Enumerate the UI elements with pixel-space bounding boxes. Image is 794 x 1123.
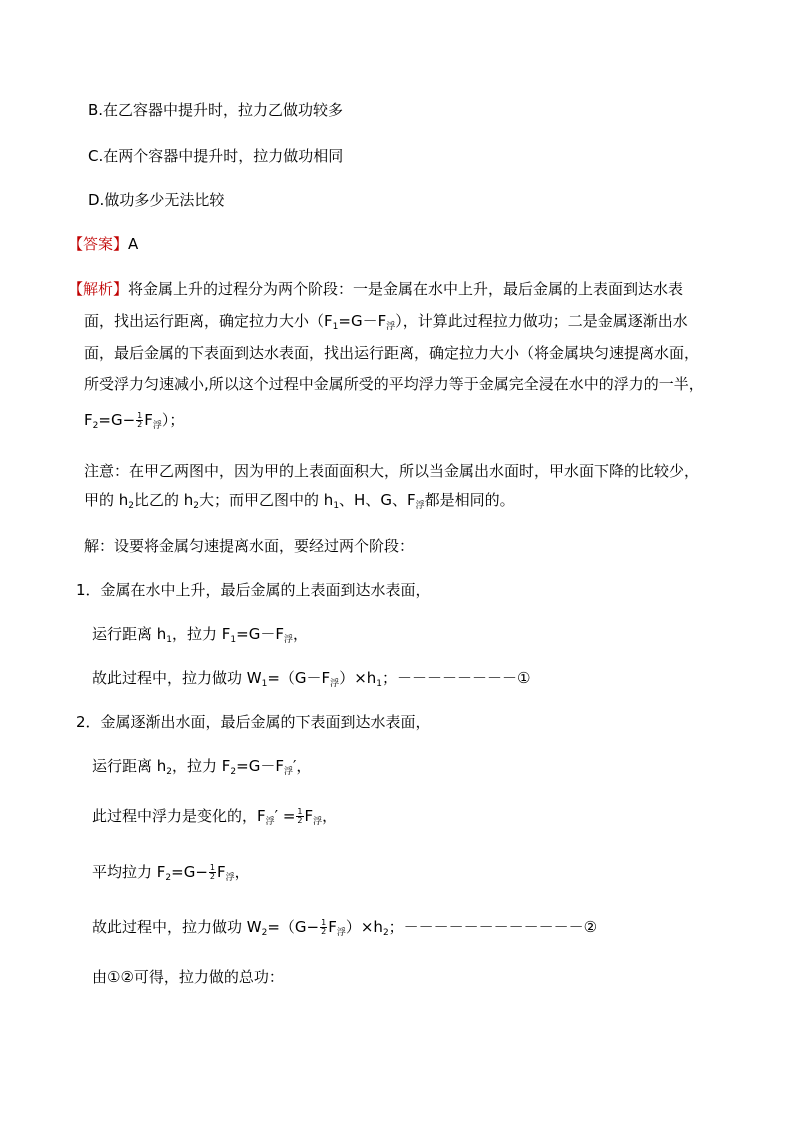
analysis-line-1: 【解析】将金属上升的过程分为两个阶段：一是金属在水中上升，最后金属的上表面到达水表: [68, 280, 684, 298]
note-line-2: 甲的 $h_2$比乙的 $h_2$大；而甲乙图中的 $h_1$、H、G、$F_浮$都是相同的。: [84, 491, 515, 511]
solution-step-2: 2．金属逐渐出水面，最后金属的下表面到达水表面，: [76, 713, 431, 731]
answer-value: A: [128, 235, 139, 253]
answer-label: 【答案】: [68, 235, 129, 253]
fraction: $\frac{1}{2}$: [137, 411, 143, 429]
analysis-line-2: 面，找出运行距离，确定拉力大小$(F_1=G-F_浮)$，计算此过程拉力做功；二是金属逐渐出水: [84, 312, 688, 332]
fraction: $\frac{1}{2}$: [209, 863, 215, 881]
solution-step-1: 1．金属在水中上升，最后金属的上表面到达水表面，: [76, 581, 431, 599]
option-c: C.在两个容器中提升时，拉力做功相同: [88, 147, 344, 165]
analysis-line-4: 所受浮力匀速减小,所以这个过程中金属所受的平均浮力等于金属完全浸在水中的浮力的一半，: [84, 375, 704, 393]
solution-step-1a: 运行距离 $h_1$，拉力 $F_1=G-F_浮$，: [92, 625, 309, 645]
solution-step-2a: 运行距离 $h_2$，拉力 $F_2=G-F_浮'$，: [92, 757, 312, 777]
answer-line: [68, 234, 138, 254]
option-b: B.在乙容器中提升时，拉力乙做功较多: [88, 101, 344, 119]
solution-total: 由①②可得，拉力做的总功：: [92, 968, 284, 986]
option-d: D.做功多少无法比较: [88, 191, 225, 209]
solution-step-2c: 平均拉力 $F_2=G-$ $\frac{1}{2}$ $F_浮$，: [92, 863, 250, 883]
analysis-line-3: 面，最后金属的下表面到达水表面，找出运行距离，确定拉力大小（将金属块匀速提离水面，: [84, 344, 700, 362]
fraction: $\frac{1}{2}$: [321, 918, 327, 936]
note-line-1: 注意：在甲乙两图中，因为甲的上表面面积大，所以当金属出水面时，甲水面下降的比较少，: [84, 462, 700, 480]
analysis-line-5: $F_2=G-$ $\frac{1}{2}$ $F_浮$）；: [84, 411, 185, 431]
fraction: $\frac{1}{2}$: [297, 807, 303, 825]
solution-step-2d: 故此过程中，拉力做功 $W_2=(G-$ $\frac{1}{2}$ $F_浮)\times h_2$；－－－－－－－－－－－－②: [92, 918, 598, 938]
solution-step-1b: 故此过程中，拉力做功 $W_1=(G-F_浮)\times h_1$；－－－－－－－－①: [92, 669, 531, 689]
solution-step-2b: 此过程中浮力是变化的，$F_浮'$ = $\frac{1}{2}$ $F_浮$，: [92, 807, 338, 827]
analysis-label: 【解析】: [68, 280, 129, 298]
solution-intro: 解：设要将金属匀速提离水面，要经过两个阶段：: [84, 537, 415, 555]
